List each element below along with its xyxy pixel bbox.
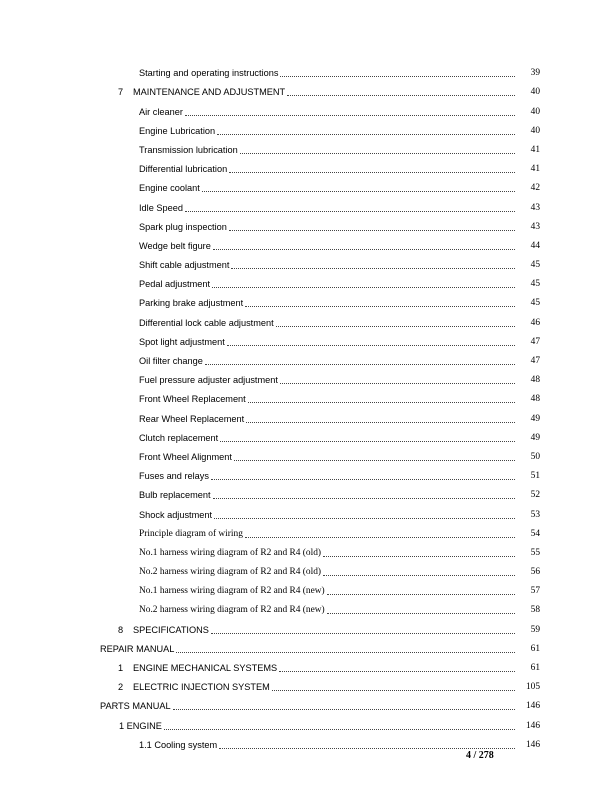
toc-entry-title: Differential lubrication: [139, 164, 228, 175]
toc-entry-page-number: 146: [525, 720, 540, 731]
toc-entry-title: Front Wheel Replacement: [139, 394, 246, 405]
toc-entry[interactable]: [0, 386, 612, 405]
toc-entry-page-number: 49: [530, 413, 540, 424]
toc-entry-page-number: 55: [530, 547, 540, 558]
toc-entry-title: Differential lock cable adjustment: [139, 317, 274, 328]
toc-entry-title: No.2 harness wiring diagram of R2 and R4 (old): [139, 567, 321, 578]
toc-entry-page-number: 49: [530, 432, 540, 443]
toc-entry[interactable]: [0, 482, 612, 501]
toc-entry[interactable]: [0, 233, 612, 252]
toc-entry-title: Parking brake adjustment: [139, 298, 244, 309]
toc-entry[interactable]: [0, 309, 612, 328]
toc-entry[interactable]: [0, 156, 612, 175]
toc-entry-page-number: 44: [530, 240, 540, 251]
toc-entry-page-number: 56: [530, 567, 540, 578]
toc-entry[interactable]: [0, 329, 612, 348]
dot-leader: [229, 230, 515, 231]
dot-leader: [279, 671, 515, 672]
dot-leader: [234, 460, 515, 461]
toc-entry[interactable]: [0, 425, 612, 444]
toc-entry-page-number: 41: [530, 164, 540, 175]
toc-entry-page-number: 54: [530, 528, 540, 539]
toc-entry-title: Shock adjustment: [139, 509, 213, 520]
toc-entry-page-number: 50: [530, 451, 540, 462]
toc-entry-page-number: 53: [530, 509, 540, 520]
toc-entry-title: Starting and operating instructions: [139, 68, 279, 79]
toc-entry-title: Wedge belt figure: [139, 240, 211, 251]
toc-entry-page-number: 47: [530, 356, 540, 366]
toc-entry-title: Engine Lubrication: [139, 125, 216, 136]
toc-entry[interactable]: [0, 616, 612, 635]
toc-entry-title: REPAIR MANUAL: [100, 643, 175, 654]
dot-leader: [248, 402, 515, 403]
toc-entry-title: Idle Speed: [139, 202, 183, 213]
toc-entry[interactable]: [0, 521, 612, 540]
toc-entry[interactable]: [0, 98, 612, 117]
dot-leader: [211, 479, 515, 480]
toc-entry-page-number: 61: [530, 663, 540, 673]
toc-entry-page-number: 58: [530, 605, 540, 616]
dot-leader: [205, 364, 515, 365]
dot-leader: [219, 748, 515, 749]
toc-entry[interactable]: [0, 79, 612, 98]
dot-leader: [212, 287, 515, 288]
toc-entry-title: Principle diagram of wiring: [139, 528, 243, 539]
dot-leader: [213, 498, 516, 499]
dot-leader: [276, 326, 515, 327]
toc-entry-title: Clutch replacement: [139, 432, 219, 443]
dot-leader: [246, 422, 515, 423]
toc-entry-title: Pedal adjustment: [139, 279, 210, 290]
dot-leader: [185, 115, 515, 116]
toc-entry-title: Shift cable adjustment: [139, 260, 230, 271]
dot-leader: [287, 95, 515, 96]
dot-leader: [245, 306, 515, 307]
toc-entry-title: Oil filter change: [139, 356, 203, 366]
dot-leader: [229, 172, 515, 173]
toc-entry[interactable]: [0, 597, 612, 616]
toc-entry[interactable]: [0, 501, 612, 520]
dot-leader: [185, 211, 515, 212]
toc-entry-title: Front Wheel Alignment: [139, 451, 232, 462]
toc-entry[interactable]: [0, 348, 612, 367]
dot-leader: [213, 249, 515, 250]
toc-entry-page-number: 61: [530, 643, 540, 654]
toc-entry[interactable]: [0, 559, 612, 578]
toc-entry-page-number: 146: [525, 701, 540, 712]
toc-entry[interactable]: [0, 463, 612, 482]
toc-entry[interactable]: [0, 693, 612, 712]
toc-entry[interactable]: [0, 137, 612, 156]
toc-entry-title: ENGINE MECHANICAL SYSTEMS: [133, 663, 278, 673]
toc-entry[interactable]: [0, 732, 612, 751]
toc-entry[interactable]: [0, 405, 612, 424]
dot-leader: [327, 613, 515, 614]
toc-entry-title: Rear Wheel Replacement: [139, 413, 245, 424]
dot-leader: [211, 633, 515, 634]
toc-entry[interactable]: [0, 118, 612, 137]
toc-entry[interactable]: [0, 444, 612, 463]
toc-entry-page-number: 43: [530, 221, 540, 232]
toc-entry[interactable]: [0, 540, 612, 559]
toc-entry-page-number: 45: [530, 260, 540, 271]
toc-entry-number: 1: [118, 663, 124, 673]
dot-leader: [323, 575, 515, 576]
toc-entry-page-number: 40: [530, 125, 540, 136]
toc-entry-title: MAINTENANCE AND ADJUSTMENT: [133, 87, 286, 98]
dot-leader: [176, 652, 515, 653]
toc-entry-page-number: 40: [530, 106, 540, 117]
toc-entry-title: Transmission lubrication: [139, 144, 238, 155]
toc-entry[interactable]: [0, 271, 612, 290]
toc-entry-page-number: 48: [530, 394, 540, 405]
toc-entry-title: Fuel pressure adjuster adjustment: [139, 375, 278, 386]
toc-entry-page-number: 45: [530, 279, 540, 290]
toc-entry[interactable]: [0, 636, 612, 655]
toc-entry-page-number: 47: [530, 336, 540, 347]
toc-entry-title: Spot light adjustment: [139, 336, 225, 347]
toc-entry-page-number: 59: [530, 624, 540, 635]
toc-entry[interactable]: [0, 252, 612, 271]
toc-entry-page-number: 51: [530, 471, 540, 482]
dot-leader: [240, 153, 515, 154]
toc-entry-page-number: 48: [530, 375, 540, 386]
dot-leader: [323, 556, 515, 557]
toc-entry-page-number: 39: [530, 68, 540, 79]
toc-entry-title: No.2 harness wiring diagram of R2 and R4 (new): [139, 605, 325, 616]
toc-entry-page-number: 42: [530, 183, 540, 194]
toc-entry-title: SPECIFICATIONS: [133, 624, 209, 635]
toc-entry-title: Engine coolant: [139, 183, 200, 194]
dot-leader: [231, 268, 515, 269]
toc-entry[interactable]: [0, 214, 612, 233]
dot-leader: [227, 345, 515, 346]
toc-entry-title: ELECTRIC INJECTION SYSTEM: [133, 682, 270, 693]
toc-entry-title: Bulb replacement: [139, 490, 211, 501]
toc-entry-number: 2: [118, 682, 124, 693]
toc-entry[interactable]: [0, 655, 612, 674]
toc-entry[interactable]: [0, 194, 612, 213]
toc-entry-page-number: 46: [530, 317, 540, 328]
toc-entry-title: Air cleaner: [139, 106, 183, 117]
toc-entry[interactable]: [0, 712, 612, 731]
toc-entry[interactable]: [0, 60, 612, 79]
toc-entry-title: Spark plug inspection: [139, 221, 227, 232]
dot-leader: [280, 76, 515, 77]
dot-leader: [245, 537, 515, 538]
table-of-contents: [0, 60, 612, 751]
dot-leader: [173, 709, 515, 710]
dot-leader: [217, 134, 515, 135]
toc-entry[interactable]: [0, 367, 612, 386]
toc-entry-title: 1 ENGINE: [119, 720, 162, 731]
toc-entry-page-number: 40: [530, 87, 540, 98]
toc-entry[interactable]: [0, 175, 612, 194]
toc-entry-number: 7: [118, 87, 124, 98]
page-indicator: 4 / 278: [466, 750, 494, 761]
dot-leader: [214, 518, 515, 519]
toc-entry-title: No.1 harness wiring diagram of R2 and R4 (new): [139, 586, 325, 597]
toc-entry-page-number: 52: [530, 490, 540, 501]
toc-entry-page-number: 105: [525, 682, 540, 693]
toc-entry-page-number: 43: [530, 202, 540, 213]
toc-entry-page-number: 45: [530, 298, 540, 309]
toc-entry-number: 8: [118, 624, 124, 635]
toc-entry-title: PARTS MANUAL: [100, 701, 171, 712]
dot-leader: [280, 383, 515, 384]
toc-entry[interactable]: [0, 290, 612, 309]
dot-leader: [220, 441, 515, 442]
toc-entry-title: No.1 harness wiring diagram of R2 and R4 (old): [139, 547, 321, 558]
dot-leader: [272, 690, 515, 691]
toc-entry[interactable]: [0, 674, 612, 693]
toc-entry-title: 1.1 Cooling system: [139, 739, 218, 750]
dot-leader: [202, 191, 515, 192]
dot-leader: [327, 594, 515, 595]
toc-entry-page-number: 57: [530, 586, 540, 597]
toc-entry-title: Fuses and relays: [139, 471, 209, 482]
toc-entry-page-number: 41: [530, 144, 540, 155]
toc-entry-page-number: 146: [525, 739, 540, 750]
toc-entry[interactable]: [0, 578, 612, 597]
dot-leader: [164, 729, 515, 730]
